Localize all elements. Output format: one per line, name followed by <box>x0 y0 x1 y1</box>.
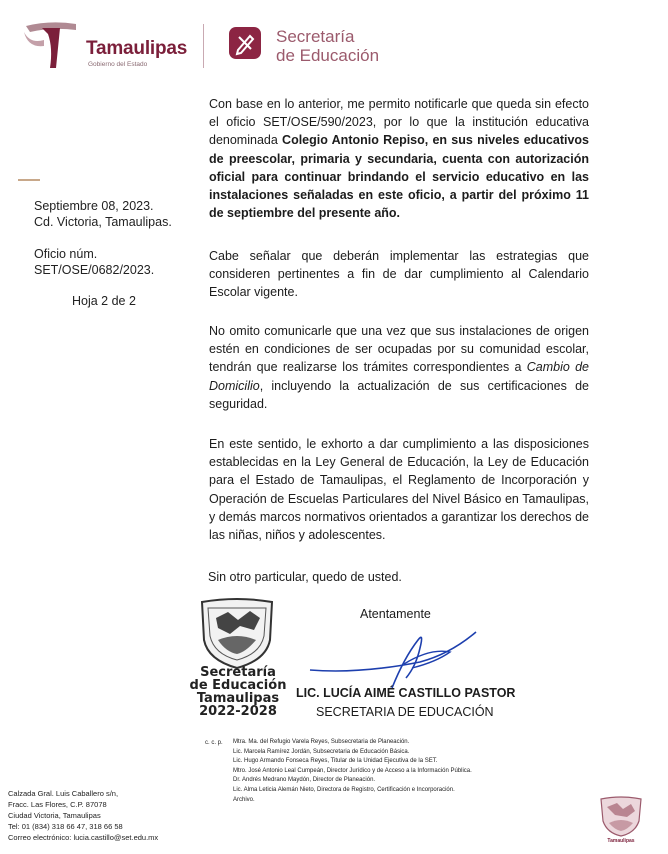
cc-entry: Lic. Alma Leticia Alemán Nieto, Directora de Registro, Certificación e Incorporación. <box>233 786 455 793</box>
cc-entry: Lic. Marcela Ramírez Jordán, Subsecretaria de Educación Básica. <box>233 748 410 755</box>
seal-line-3: Tamaulipas <box>196 691 280 706</box>
paragraph-1 <box>209 95 589 222</box>
department-name-line2: de Educación <box>276 46 380 65</box>
header-divider <box>203 24 204 68</box>
cc-entry: Mtra. Ma. del Refugio Varela Reyes, Subsecretaria de Planeación. <box>233 739 410 745</box>
left-accent-rule <box>18 179 40 181</box>
cc-entry: Dr. Andrés Medrano Maydón, Director de Planeación. <box>233 777 376 784</box>
footer-city: Ciudad Victoria, Tamaulipas <box>8 811 101 820</box>
org-name: Tamaulipas <box>86 38 188 59</box>
seal-line-2: de Educación <box>189 678 287 693</box>
closing-line: Sin otro particular, quedo de usted. <box>208 570 402 584</box>
handwritten-signature <box>300 618 490 696</box>
greeting: Atentamente <box>360 607 431 621</box>
paragraph-4: En este sentido, le exhorto a dar cumplimiento a las disposiciones establecidas en la Ley General de Educación, la Ley de Educación para el Estado de Tamaulipas, el Reglamento de Incorporación y Operación de Escuelas Particulares del Nivel Básico en Tamaulipas, y demás marcos normativos orientados a garantizar los derechos de las niñas, niños y adolescentes. <box>209 437 589 543</box>
oficio-label: Oficio núm. <box>34 247 98 261</box>
paragraph-1-bold: Colegio Antonio Repiso, en sus niveles educativos de preescolar, primaria y secundaria, cuenta con autorización oficial para continuar brindando el servicio educativo en las instalaciones señaladas en este oficio, a partir del próximo 11 de septiembre del presente año. <box>209 133 590 221</box>
cc-entry: Lic. Hugo Armando Fonseca Reyes, Titular de la Unidad Ejecutiva de la SET. <box>233 758 438 765</box>
paragraph-3 <box>209 322 589 413</box>
paragraph-2: Cabe señalar que deberán implementar las estrategias que consideren pertinentes a fin de dar cumplimiento al Calendario Escolar vigente. <box>209 249 589 300</box>
signer-name: LIC. LUCÍA AIMÉ CASTILLO PASTOR <box>296 686 516 700</box>
paragraph-3-part-a: No omito comunicarle que una vez que sus instalaciones de origen estén en condiciones de ser ocupadas por su comunidad escolar, tendrán que realizarse los trámites correspondientes a <box>209 324 589 375</box>
footer-tamaulipas-seal-icon <box>597 795 645 837</box>
oficio-number: SET/OSE/0682/2023. <box>34 263 155 277</box>
paragraph-3-part-c: , incluyendo la actualización de sus certificaciones de seguridad. <box>209 378 589 411</box>
paragraph-3-italic: Cambio de Domicilio <box>209 360 589 393</box>
footer-address-line2: Fracc. Las Flores, C.P. 87078 <box>8 800 107 809</box>
paragraph-1-intro: Con base en lo anterior, me permito notificarle que queda sin efecto el oficio SET/OSE/590/2023, por lo que la institución educativa denominada <box>209 97 589 148</box>
page-number: Hoja 2 de 2 <box>72 294 136 308</box>
footer-logo-caption: Tamaulipas <box>607 838 635 844</box>
seal-line-4: 2022-2028 <box>199 704 277 719</box>
seal-line-1: Secretaría <box>200 665 276 680</box>
cc-entry: Archivo. <box>233 796 255 803</box>
footer-address-line1: Calzada Gral. Luis Caballero s/n, <box>8 789 119 798</box>
org-subtitle: Gobierno del Estado <box>88 61 148 68</box>
cc-label: c. c. p. <box>205 740 223 746</box>
document-date: Septiembre 08, 2023. <box>34 199 154 213</box>
cc-list <box>233 738 472 805</box>
document-place: Cd. Victoria, Tamaulipas. <box>34 215 172 229</box>
footer-email: Correo electrónico: lucia.castillo@set.edu.mx <box>8 833 159 842</box>
seal-caption <box>182 666 294 718</box>
education-pencil-icon <box>229 27 261 59</box>
state-seal-icon <box>194 596 280 670</box>
tamaulipas-logo-icon <box>20 18 80 70</box>
footer-phone: Tel: 01 (834) 318 66 47, 318 66 58 <box>8 822 123 831</box>
cc-entry: Mtro. José Antonio Leal Cumpeán, Director Jurídico y de Acceso a la Información Pública. <box>233 767 472 774</box>
department-name-line1: Secretaría <box>276 27 355 46</box>
signer-title: SECRETARIA DE EDUCACIÓN <box>316 705 494 719</box>
